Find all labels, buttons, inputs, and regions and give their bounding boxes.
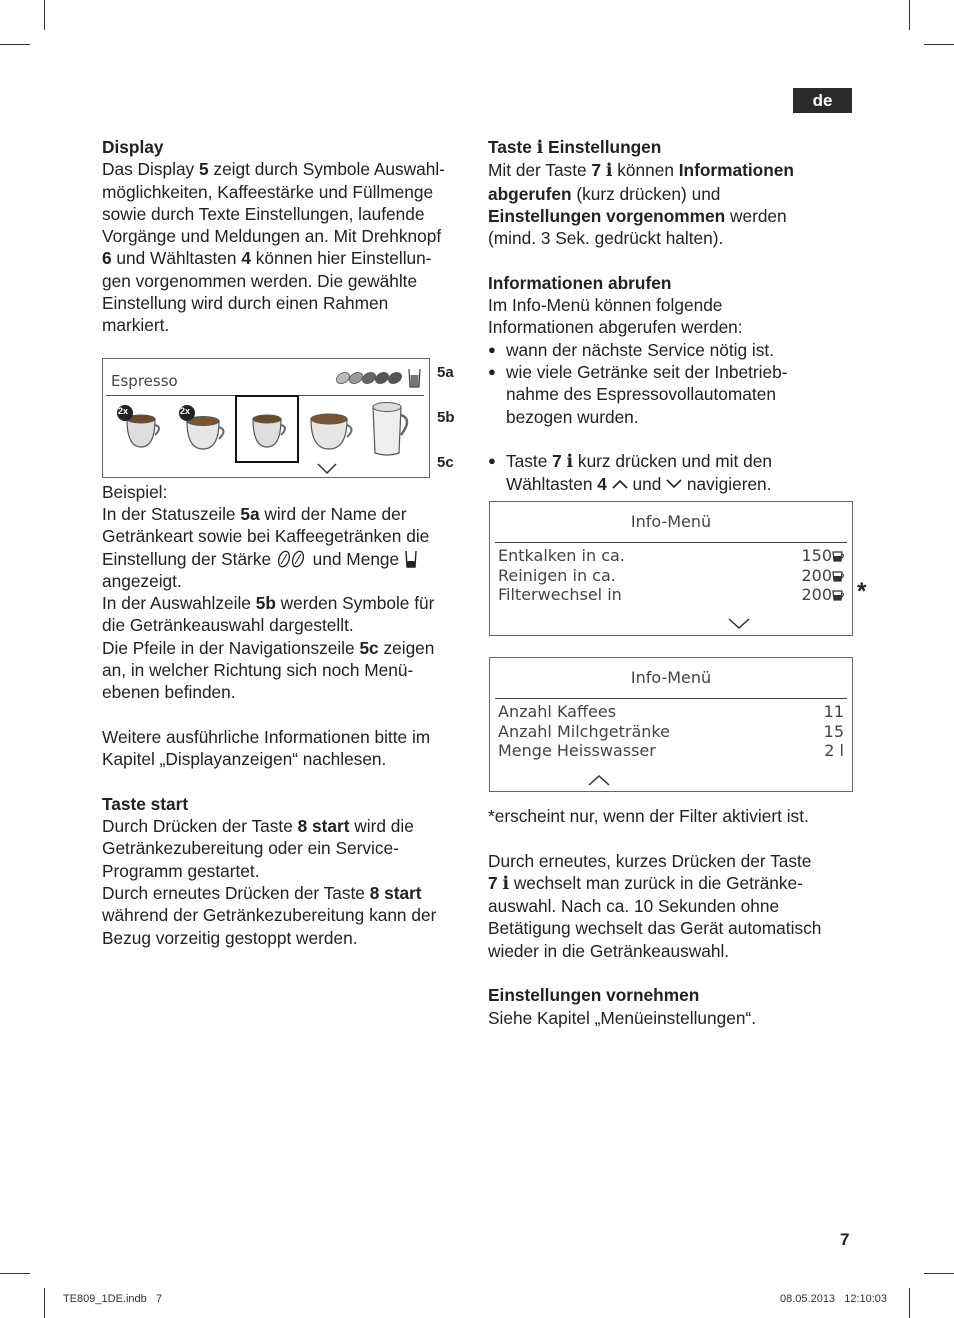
beverage-icon-latte[interactable] xyxy=(365,399,415,461)
chevron-down-icon xyxy=(666,479,682,489)
example-line: In der Statuszeile 5a wird der Name der xyxy=(102,503,407,524)
double-badge: 2x xyxy=(118,406,129,416)
left-column xyxy=(102,136,470,949)
info-icon: i xyxy=(605,161,613,182)
language-badge: de xyxy=(793,88,852,113)
back-line: 7 i wechselt man zurück in die Getränke- xyxy=(488,872,803,894)
nav-up-arrow xyxy=(588,774,610,786)
info-heading: Informationen abrufen xyxy=(488,272,672,293)
settings-key-line: Einstellungen vorgenommen werden xyxy=(488,205,787,226)
example-line: Getränkeart sowie bei Kaffeegetränken die xyxy=(102,526,430,547)
settings-key-heading: Taste i Einstellungen xyxy=(488,137,662,158)
example-line: angezeigt. xyxy=(102,570,182,591)
info-icon: i xyxy=(536,138,544,158)
cup-icon xyxy=(832,588,846,602)
beverage-icon-espresso-selected[interactable] xyxy=(235,395,299,463)
double-badge: 2x xyxy=(180,406,191,416)
crop-mark xyxy=(924,1273,954,1274)
filter-footnote-marker: * xyxy=(857,578,867,605)
info-icon: i xyxy=(502,873,510,894)
info-menu-rows xyxy=(498,702,844,761)
nav-down-arrow xyxy=(728,618,750,630)
chevron-up-icon xyxy=(612,479,628,489)
divider xyxy=(495,542,847,543)
back-line: auswahl. Nach ca. 10 Sekunden ohne xyxy=(488,896,780,917)
right-column xyxy=(488,136,852,496)
info-line: Informationen abgerufen werden: xyxy=(488,317,743,338)
back-line: wieder in die Getränkeauswahl. xyxy=(488,940,730,961)
footnote: *erscheint nur, wenn der Filter aktiviert ist. xyxy=(488,806,809,826)
chevron-down-icon xyxy=(317,463,337,475)
display-heading: Display xyxy=(102,137,164,157)
info-line: Im Info-Menü können folgende xyxy=(488,295,723,316)
display-paragraph-line: markiert. xyxy=(102,315,170,336)
info-row: Anzahl Milchgetränke 15 xyxy=(498,721,844,741)
crop-mark xyxy=(44,1288,45,1318)
more-info-line: Weitere ausführliche Informationen bitte im xyxy=(102,726,431,747)
display-paragraph-line: Das Display 5 zeigt durch Symbole Auswahl- xyxy=(102,159,445,180)
settings-key-line: (mind. 3 Sek. gedrückt halten). xyxy=(488,228,724,249)
chevron-down-icon xyxy=(728,618,750,630)
footer-file: TE809_1DE.indb 7 xyxy=(63,1293,163,1305)
back-line: Betätigung wechselt das Gerät automatisch xyxy=(488,918,822,939)
start-line: Durch Drücken der Taste 8 start wird die xyxy=(102,816,414,837)
crop-mark xyxy=(924,44,954,45)
strength-indicator-icon xyxy=(334,367,424,389)
beverage-name: Espresso xyxy=(111,372,178,390)
bullet-item: ● Taste 7 i kurz drücken und mit den xyxy=(488,450,852,473)
display-paragraph-line: Einstellung wird durch einen Rahmen xyxy=(102,293,389,314)
settings-text: Siehe Kapitel „Menüeinstellungen“. xyxy=(488,1007,757,1028)
beverage-icon-2x-espresso[interactable] xyxy=(115,403,163,459)
info-row: Filterwechsel in 200 xyxy=(498,585,846,605)
settings-key-line: Mit der Taste 7 i können Informationen xyxy=(488,160,794,182)
example-line: In der Auswahlzeile 5b werden Symbole für xyxy=(102,593,435,614)
bullet-continuation: nahme des Espressovollautomaten xyxy=(506,384,776,405)
latte-mug-icon xyxy=(365,399,415,461)
display-paragraph-line: sowie durch Texte Einstellungen, laufende xyxy=(102,203,425,224)
coffee-cup-icon xyxy=(303,403,359,459)
bullet-continuation: Wähltasten 4 und navigieren. xyxy=(506,474,772,495)
espresso-cup-icon xyxy=(237,397,297,461)
info-row: Entkalken in ca. 150 xyxy=(498,546,846,566)
cup-icon xyxy=(832,569,846,583)
info-menu-title: Info-Menü xyxy=(630,512,712,531)
status-line xyxy=(106,362,424,396)
info-menu-display-2 xyxy=(489,657,853,792)
bullet-continuation: bezogen wurden. xyxy=(506,406,639,427)
display-paragraph-line: gen vorgenommen werden. Die gewählte xyxy=(102,270,418,291)
divider xyxy=(495,698,847,699)
bullet-item: ● wie viele Getränke seit der Inbetrieb- xyxy=(488,361,852,383)
beverage-icon-coffee[interactable] xyxy=(303,403,359,459)
example-line: Einstellung der Stärke und Menge xyxy=(102,548,470,570)
back-line: Durch erneutes, kurzes Drücken der Taste xyxy=(488,850,812,871)
display-paragraph-line: Vorgänge und Meldungen an. Mit Drehknopf xyxy=(102,226,442,247)
example-label: Beispiel: xyxy=(102,481,168,502)
footer-date: 08.05.2013 12:10:03 xyxy=(780,1293,888,1305)
label-5a: 5a xyxy=(437,364,454,381)
beverage-icon-2x-coffee[interactable] xyxy=(175,403,231,459)
display-paragraph-line: 6 und Wähltasten 4 können hier Einstellun- xyxy=(102,248,432,269)
info-row: Menge Heisswasser 2 l xyxy=(498,741,844,760)
chevron-up-icon xyxy=(588,774,610,786)
crop-mark xyxy=(909,0,910,30)
info-icon: i xyxy=(566,452,574,473)
example-line: die Getränkeauswahl dargestellt. xyxy=(102,615,354,636)
info-menu-rows xyxy=(498,546,846,605)
right-column-lower xyxy=(488,805,852,1029)
page-number: 7 xyxy=(840,1230,850,1249)
info-row: Anzahl Kaffees 11 xyxy=(498,702,844,721)
more-info-line: Kapitel „Displayanzeigen“ nachlesen. xyxy=(102,749,387,770)
crop-mark xyxy=(0,44,30,45)
cup-icon xyxy=(832,549,846,563)
display-example xyxy=(102,358,430,478)
crop-mark xyxy=(0,1273,30,1274)
example-line: an, in welcher Richtung sich noch Menü- xyxy=(102,660,414,681)
info-menu-title: Info-Menü xyxy=(630,668,712,687)
start-line: während der Getränkezubereitung kann der xyxy=(102,905,437,926)
crop-mark xyxy=(44,0,45,30)
example-line: Die Pfeile in der Navigationszeile 5c zeigen xyxy=(102,637,435,658)
label-5c: 5c xyxy=(437,454,454,471)
start-line: Getränkezubereitung oder ein Service- xyxy=(102,838,399,859)
label-5b: 5b xyxy=(437,409,455,426)
display-paragraph-line: möglichkeiten, Kaffeestärke und Füllmenge xyxy=(102,181,434,202)
start-line: Programm gestartet. xyxy=(102,860,260,881)
info-menu-display-1 xyxy=(489,501,853,636)
settings-heading: Einstellungen vornehmen xyxy=(488,985,700,1006)
bullet-item: ● wann der nächste Service nötig ist. xyxy=(488,339,852,361)
start-heading: Taste start xyxy=(102,793,189,814)
nav-down-arrow xyxy=(317,463,337,475)
crop-mark xyxy=(909,1288,910,1318)
quantity-cup-icon xyxy=(404,549,418,569)
info-row: Reinigen in ca. 200 xyxy=(498,566,846,586)
example-line: ebenen befinden. xyxy=(102,682,236,703)
settings-key-line: abgerufen (kurz drücken) und xyxy=(488,183,721,204)
start-line: Bezug vorzeitig gestoppt werden. xyxy=(102,927,358,948)
start-line: Durch erneutes Drücken der Taste 8 start xyxy=(102,883,422,904)
strength-beans-icon xyxy=(276,550,308,568)
